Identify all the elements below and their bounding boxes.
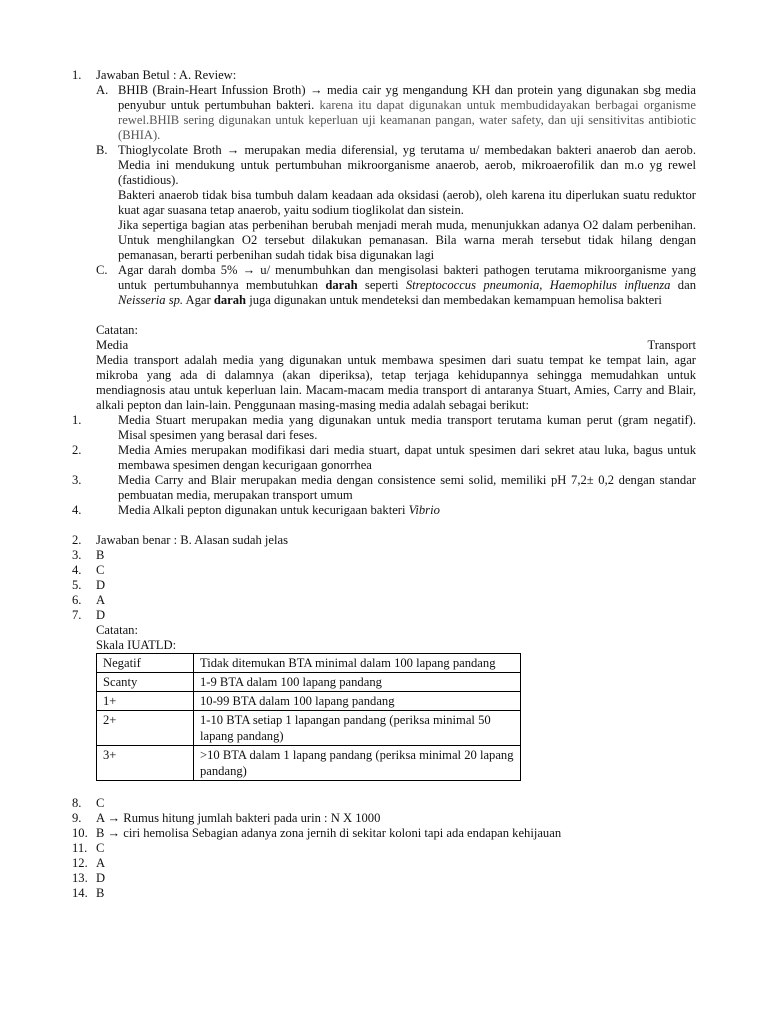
item-a-grey-text: karena itu dapat digunakan untuk membudidayakan berbagai organisme rewel.BHIB sering digunakan untuk keperluan uji keamanan pangan, water safety, dan uji sensitivitas antibiotic (BHIA). <box>118 98 696 142</box>
list-number: 3. <box>72 548 82 562</box>
answer-1 <box>0 68 768 83</box>
item-c-text-2: seperti <box>357 278 406 292</box>
list-item-text: Media Amies merupakan modifikasi dari media stuart, dapat untuk spesimen dari sekret atau luka, bagus untuk membawa spesimen dengan kecurigaan gonorrhea <box>118 443 696 472</box>
list-number: 14. <box>72 886 88 900</box>
answers-8-14 <box>0 796 768 901</box>
answer-row <box>0 563 768 578</box>
answer-row <box>0 796 768 811</box>
table-cell-grade: 3+ <box>97 746 194 781</box>
item-b-para-3: Jika sepertiga bagian atas perbenihan berubah menjadi merah muda, menunjukkan adanya O2 dalam perbenihan. Untuk menghilangkan O2 tersebut dilakukan pemanasan. Bila warna merah tersebut tidak hilang dengan pemanasan, berarti perbenihan sudah tidak bisa digunakan lagi <box>118 218 696 262</box>
answer-text: B → ciri hemolisa Sebagian adanya zona jernih di sekitar koloni tapi ada endapan kehijauan <box>96 826 562 840</box>
answer-text: A <box>96 593 106 607</box>
table-row <box>97 746 521 781</box>
table-cell-desc: Tidak ditemukan BTA minimal dalam 100 lapang pandang <box>194 654 521 673</box>
list-item <box>0 443 768 473</box>
answers-2-7 <box>0 533 768 623</box>
note-label: Catatan: <box>96 623 138 637</box>
answer-text: Jawaban benar : B. Alasan sudah jelas <box>96 533 288 547</box>
list-number: 13. <box>72 871 88 885</box>
scale-label: Skala IUATLD: <box>96 638 177 652</box>
table-row <box>97 692 521 711</box>
item-c-italic-1: Streptococcus pneumonia, Haemophilus influenza <box>405 278 671 292</box>
item-b <box>0 143 768 188</box>
list-item <box>0 473 768 503</box>
table-row <box>97 654 521 673</box>
answer-text: A <box>96 856 106 870</box>
table-cell-grade: 2+ <box>97 711 194 746</box>
note-label: Catatan: <box>96 323 138 337</box>
list-number: 1. <box>72 413 82 427</box>
item-c <box>0 263 768 308</box>
list-item-italic: Vibrio <box>408 503 440 517</box>
table-cell-grade: Scanty <box>97 673 194 692</box>
item-c-text-4: Agar <box>183 293 214 307</box>
item-c-italic-2: Neisseria sp. <box>118 293 184 307</box>
list-number: 9. <box>72 811 82 825</box>
list-item <box>0 503 768 518</box>
table-cell-desc: 1-10 BTA setiap 1 lapangan pandang (periksa minimal 50 lapang pandang) <box>194 711 521 746</box>
list-number: 5. <box>72 578 82 592</box>
item-b-text-1: Thioglycolate Broth → merupakan media diferensial, yg terutama u/ membedakan bakteri anaerob dan aerob. Media ini mendukung untuk pertumbuhan mikroorganisme anaerob, aerob, mikroaerofilik dan m.o yg rewel (fastidious). <box>118 143 696 187</box>
answer-1-heading: Jawaban Betul : A. Review: <box>96 68 237 82</box>
item-c-text-3: dan <box>670 278 696 292</box>
heading-left: Media <box>96 338 129 352</box>
table-cell-desc: 1-9 BTA dalam 100 lapang pandang <box>194 673 521 692</box>
media-transport-heading <box>0 338 768 353</box>
list-number: 4. <box>72 563 82 577</box>
heading-right: Transport <box>647 338 696 352</box>
media-list <box>0 413 768 518</box>
item-c-bold-2: darah <box>213 293 247 307</box>
list-number: 2. <box>72 533 82 547</box>
answer-row <box>0 841 768 856</box>
list-item-text: Media Alkali pepton digunakan untuk kecurigaan bakteri <box>118 503 409 517</box>
list-number: 2. <box>72 443 82 457</box>
answer-text: A → Rumus hitung jumlah bakteri pada urin : N X 1000 <box>96 811 381 825</box>
item-a <box>0 83 768 143</box>
item-c-bold-1: darah <box>325 278 358 292</box>
item-a-text: BHIB (Brain-Heart Infussion Broth) → media cair yg mengandung KH dan protein yang digunakan sbg media penyubur untuk pertumbuhan bakteri. <box>118 83 696 112</box>
table-cell-grade: Negatif <box>97 654 194 673</box>
item-c-text-5: juga digunakan untuk mendeteksi dan membedakan kemampuan hemolisa bakteri <box>246 293 662 307</box>
table-cell-grade: 1+ <box>97 692 194 711</box>
answer-text: C <box>96 841 105 855</box>
answer-row <box>0 548 768 563</box>
list-item <box>0 413 768 443</box>
list-item-text: Media Stuart merupakan media yang digunakan untuk media transport terutama kuman perut (gram negatif). Misal spesimen yang berasal dari feses. <box>118 413 696 442</box>
answer-row <box>0 593 768 608</box>
table-row <box>97 711 521 746</box>
table-cell-desc: 10-99 BTA dalam 100 lapang pandang <box>194 692 521 711</box>
item-letter: B. <box>96 143 108 157</box>
answer-text: C <box>96 563 105 577</box>
iuatld-scale-table <box>96 653 521 781</box>
list-number: 12. <box>72 856 88 870</box>
answer-row <box>0 533 768 548</box>
list-item-text: Media Carry and Blair merupakan media dengan consistence semi solid, memiliki pH 7,2± 0,2 dengan standar pembuatan media, merupakan transport umum <box>118 473 696 502</box>
item-b-para-2: Bakteri anaerob tidak bisa tumbuh dalam keadaan ada oksidasi (aerob), oleh karena itu diperlukan suatu reduktor kuat agar suasana tetap anaerob, yaitu sodium tioglikolat dan sistein. <box>118 188 696 217</box>
answer-text: C <box>96 796 105 810</box>
media-transport-paragraph: Media transport adalah media yang digunakan untuk membawa spesimen dari suatu tempat ke tempat lain, agar mikroba yang ada di dalamnya (akan diperiksa), tetap terjaga kehidupannya sehingga memudahkan untuk mendiagnosis atau untuk keperluan lain. Macam-macam media transport di antaranya Stuart, Amies, Carry and Blair, alkali pepton dan lain-lain. Penggunaan masing-masing media adalah sebagai berikut: <box>96 353 696 412</box>
answer-row <box>0 871 768 886</box>
item-c-text-1: Agar darah domba 5% → u/ menumbuhkan dan mengisolasi bakteri pathogen terutama mikroorganisme yang untuk pertumbuhannya membutuhkan <box>118 263 696 292</box>
document-page <box>0 68 768 901</box>
answer-row <box>0 856 768 871</box>
list-number: 6. <box>72 593 82 607</box>
answer-row <box>0 886 768 901</box>
answer-text: D <box>96 608 106 622</box>
list-number: 1. <box>72 68 82 82</box>
answer-text: B <box>96 548 105 562</box>
answer-text: D <box>96 578 106 592</box>
answer-row <box>0 578 768 593</box>
answer-text: B <box>96 886 105 900</box>
table-cell-desc: >10 BTA dalam 1 lapang pandang (periksa minimal 20 lapang pandang) <box>194 746 521 781</box>
list-number: 7. <box>72 608 82 622</box>
answer-row <box>0 608 768 623</box>
item-letter: A. <box>96 83 109 97</box>
list-number: 4. <box>72 503 82 517</box>
answer-row <box>0 826 768 841</box>
list-number: 10. <box>72 826 88 840</box>
list-number: 8. <box>72 796 82 810</box>
list-number: 3. <box>72 473 82 487</box>
item-letter: C. <box>96 263 108 277</box>
table-row <box>97 673 521 692</box>
list-number: 11. <box>72 841 88 855</box>
answer-row <box>0 811 768 826</box>
answer-text: D <box>96 871 106 885</box>
